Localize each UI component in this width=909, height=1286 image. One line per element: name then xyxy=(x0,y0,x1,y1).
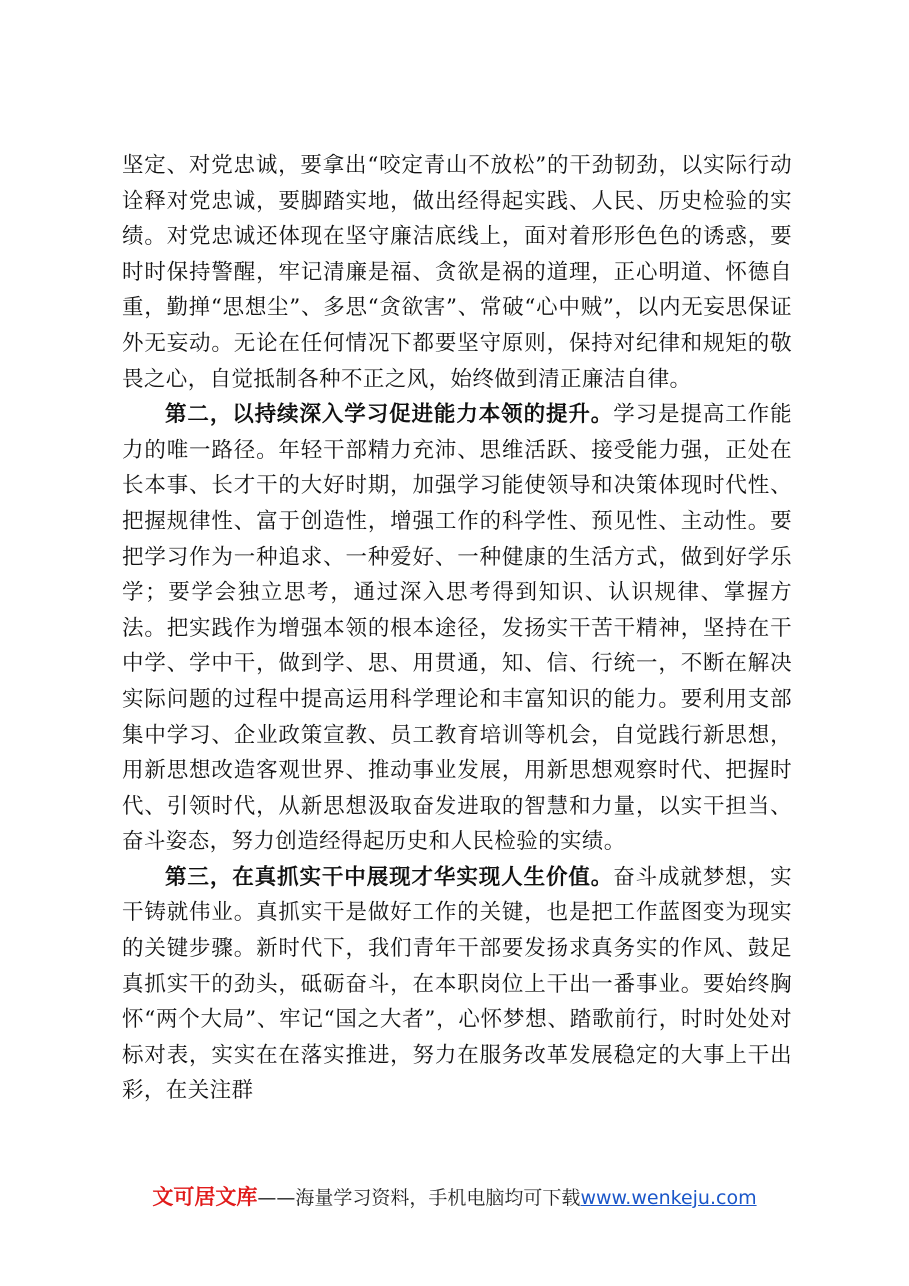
paragraph-2-heading: 第二，以持续深入学习促进能力本领的提升。 xyxy=(165,402,614,428)
paragraph-2 xyxy=(122,397,792,860)
document-body xyxy=(122,148,792,1109)
footer-brand: 文可居文库 xyxy=(152,1185,258,1209)
footer-website-link[interactable]: www.wenkeju.com xyxy=(580,1187,757,1209)
paragraph-2-text: 学习是提高工作能力的唯一路径。年轻干部精力充沛、思维活跃、接受能力强，正处在长本事、长才干的大好时期，加强学习能使领导和决策体现时代性、把握规律性、富于创造性，增强工作的科学性、预见性、主动性。要把学习作为一种追求、一种爱好、一种健康的生活方式，做到好学乐学；要学会独立思考，通过深入思考得到知识、认识规律、掌握方法。把实践作为增强本领的根本途径，发扬实干苦干精神，坚持在干中学、学中干，做到学、思、用贯通，知、信、行统一，不断在解决实际问题的过程中提高运用科学理论和丰富知识的能力。要利用支部集中学习、企业政策宣教、员工教育培训等机会，自觉践行新思想，用新思想改造客观世界、推动事业发展，用新思想观察时代、把握时代、引领时代，从新思想汲取奋发进取的智慧和力量，以实干担当、奋斗姿态，努力创造经得起历史和人民检验的实绩。 xyxy=(122,402,792,855)
paragraph-3 xyxy=(122,860,792,1109)
paragraph-1-text: 坚定、对党忠诚，要拿出“咬定青山不放松”的干劲韧劲，以实际行动诠释对党忠诚，要脚踏实地，做出经得起实践、人民、历史检验的实绩。对党忠诚还体现在坚守廉洁底线上，面对着形形色色的诱惑，要时时保持警醒，牢记清廉是福、贪欲是祸的道理，正心明道、怀德自重，勤掸“思想尘”、多思“贪欲害”、常破“心中贼”，以内无妄思保证外无妄动。无论在任何情况下都要坚守原则，保持对纪律和规矩的敬畏之心，自觉抵制各种不正之风，始终做到清正廉洁自律。 xyxy=(122,153,792,392)
paragraph-3-heading: 第三，在真抓实干中展现才华实现人生价值。 xyxy=(165,864,614,890)
footer-tagline: ——海量学习资料，手机电脑均可下载 xyxy=(257,1187,581,1209)
paragraph-1 xyxy=(122,148,792,397)
paragraph-3-text: 奋斗成就梦想，实干铸就伟业。真抓实干是做好工作的关键，也是把工作蓝图变为现实的关键步骤。新时代下，我们青年干部要发扬求真务实的作风、鼓足真抓实干的劲头，砥砺奋斗，在本职岗位上干出一番事业。要始终胸怀“两个大局”、牢记“国之大者”，心怀梦想、踏歌前行，时时处处对标对表，实实在在落实推进，努力在服务改革发展稳定的大事上干出彩，在关注群 xyxy=(122,864,792,1104)
footer-banner xyxy=(0,1181,909,1211)
